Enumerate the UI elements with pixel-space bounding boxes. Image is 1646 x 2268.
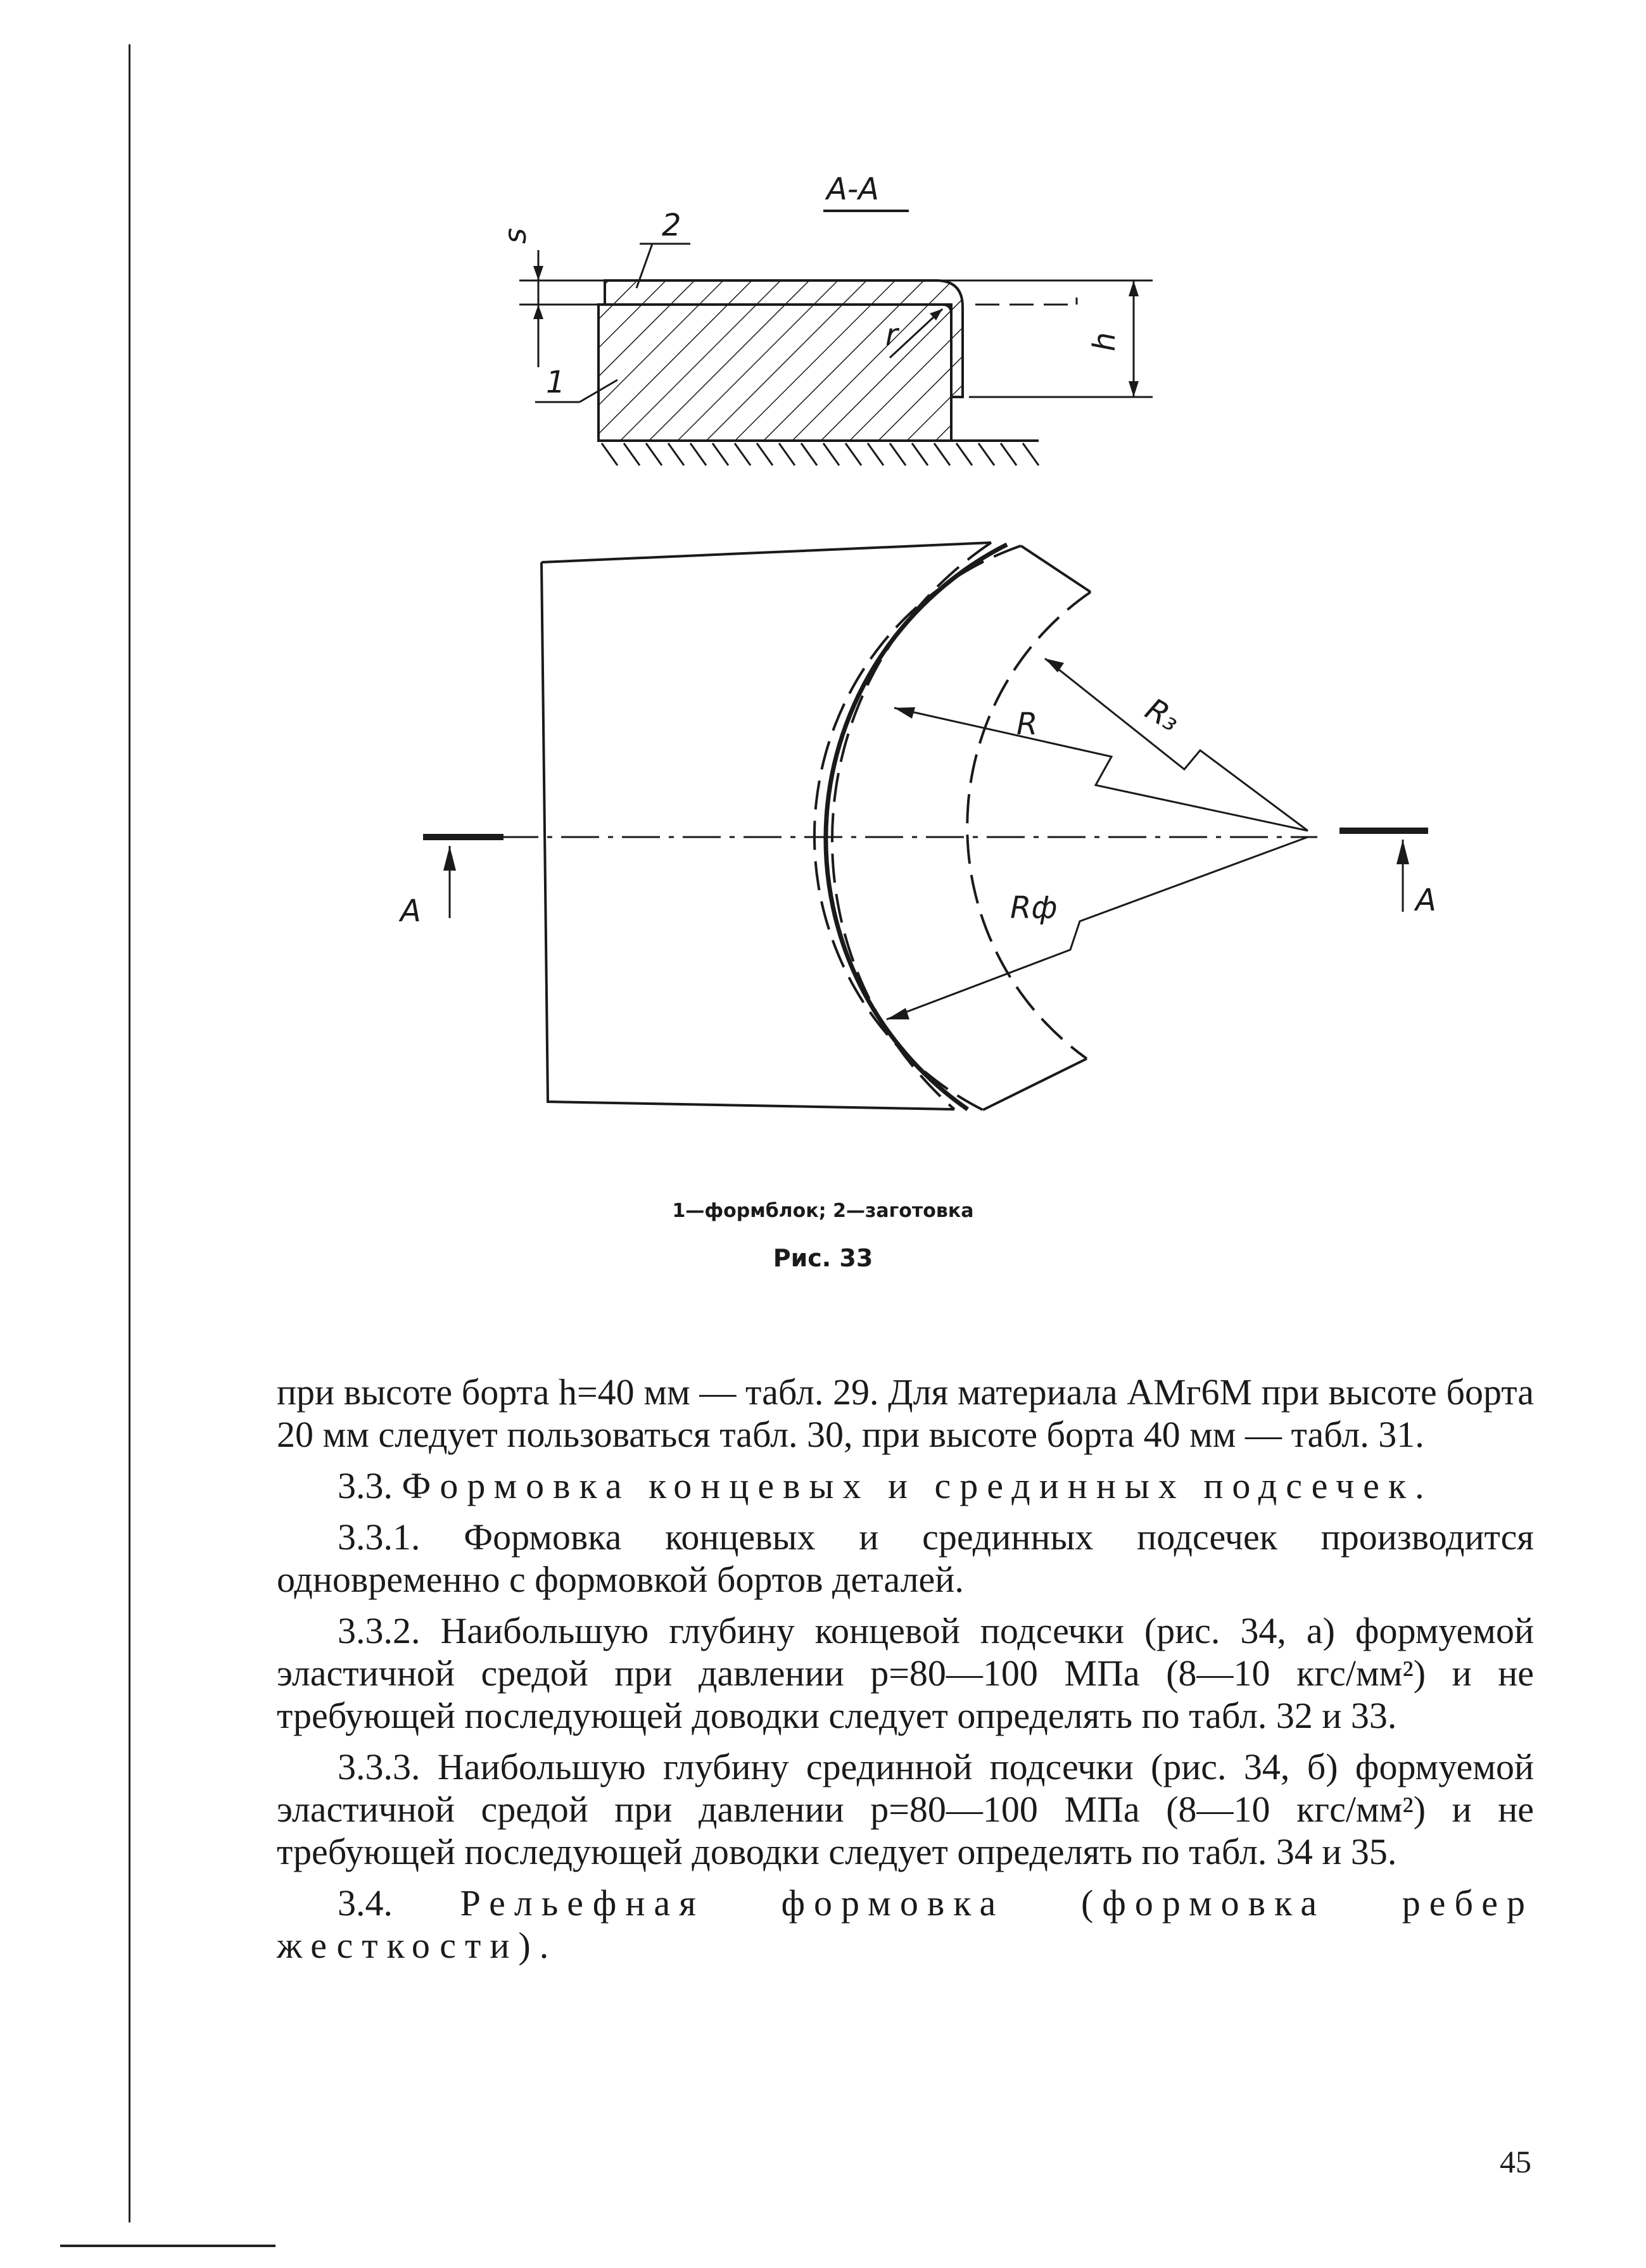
contour-rf (814, 546, 1021, 1110)
section-a-right-label: А (1415, 883, 1436, 918)
radius-rf-label: Rф (1010, 890, 1058, 926)
heading-3-3 (277, 1465, 1534, 1507)
heading-3-4-number: 3.4. (338, 1882, 393, 1924)
paragraph-p1: при высоте борта h=40 мм — табл. 29. Для материала АМг6М при высоте борта 20 мм следует пользоваться табл. 30, при высоте борта 40 мм — табл. 31. (277, 1371, 1534, 1455)
radius-r-value-label: R (1016, 707, 1038, 742)
page-bottom-rule (60, 2245, 275, 2247)
contour-r (826, 545, 1007, 1109)
radius-r3-label: R₃ (1139, 691, 1186, 739)
section-a-a-view (498, 172, 1153, 465)
label-part-2: 2 (662, 208, 681, 243)
section-a-left-label: А (400, 893, 421, 929)
page-number: 45 (1500, 2144, 1531, 2179)
label-part-1: 1 (546, 365, 566, 400)
paragraph-3-3-2: 3.3.2. Наибольшую глубину концевой подсечки (рис. 34, а) формуемой эластичной средой при давлении p=80—100 МПа (8—10 кгс/мм²) и не требующей последующей доводки следует определять по табл. 32 и 33. (277, 1610, 1534, 1736)
height-h-label: h (1087, 332, 1122, 351)
form-block (598, 305, 951, 441)
heading-3-3-title: Формовка концевых и срединных подсечек. (402, 1465, 1433, 1506)
heading-3-4 (277, 1882, 1534, 1967)
figure-caption: Рис. 33 (773, 1244, 873, 1272)
heading-3-4-title: Рельефная формовка (формовка ребер жесткости). (277, 1882, 1535, 1966)
heading-3-3-number: 3.3. (338, 1465, 393, 1506)
paragraph-3-3-1: 3.3.1. Формовка концевых и срединных подсечек производится одновременно с формовкой бортов деталей. (277, 1516, 1534, 1600)
blank-outer-contour (832, 543, 991, 1109)
dim-s-label: s (498, 227, 533, 244)
form-block-outline (541, 543, 991, 1109)
radius-r-label: r (885, 317, 898, 353)
section-label: А-А (826, 172, 879, 207)
figure-legend: 1—формблок; 2—заготовка (672, 1200, 974, 1222)
plan-view (398, 543, 1436, 1110)
flange-inner-contour (967, 592, 1091, 1059)
body-text (277, 1371, 1534, 1975)
paragraph-3-3-3: 3.3.3. Наибольшую глубину срединной подсечки (рис. 34, б) формуемой эластичной средой при давлении p=80—100 МПа (8—10 кгс/мм²) и не требующей последующей доводки следует определять по табл. 34 и 35. (277, 1746, 1534, 1872)
